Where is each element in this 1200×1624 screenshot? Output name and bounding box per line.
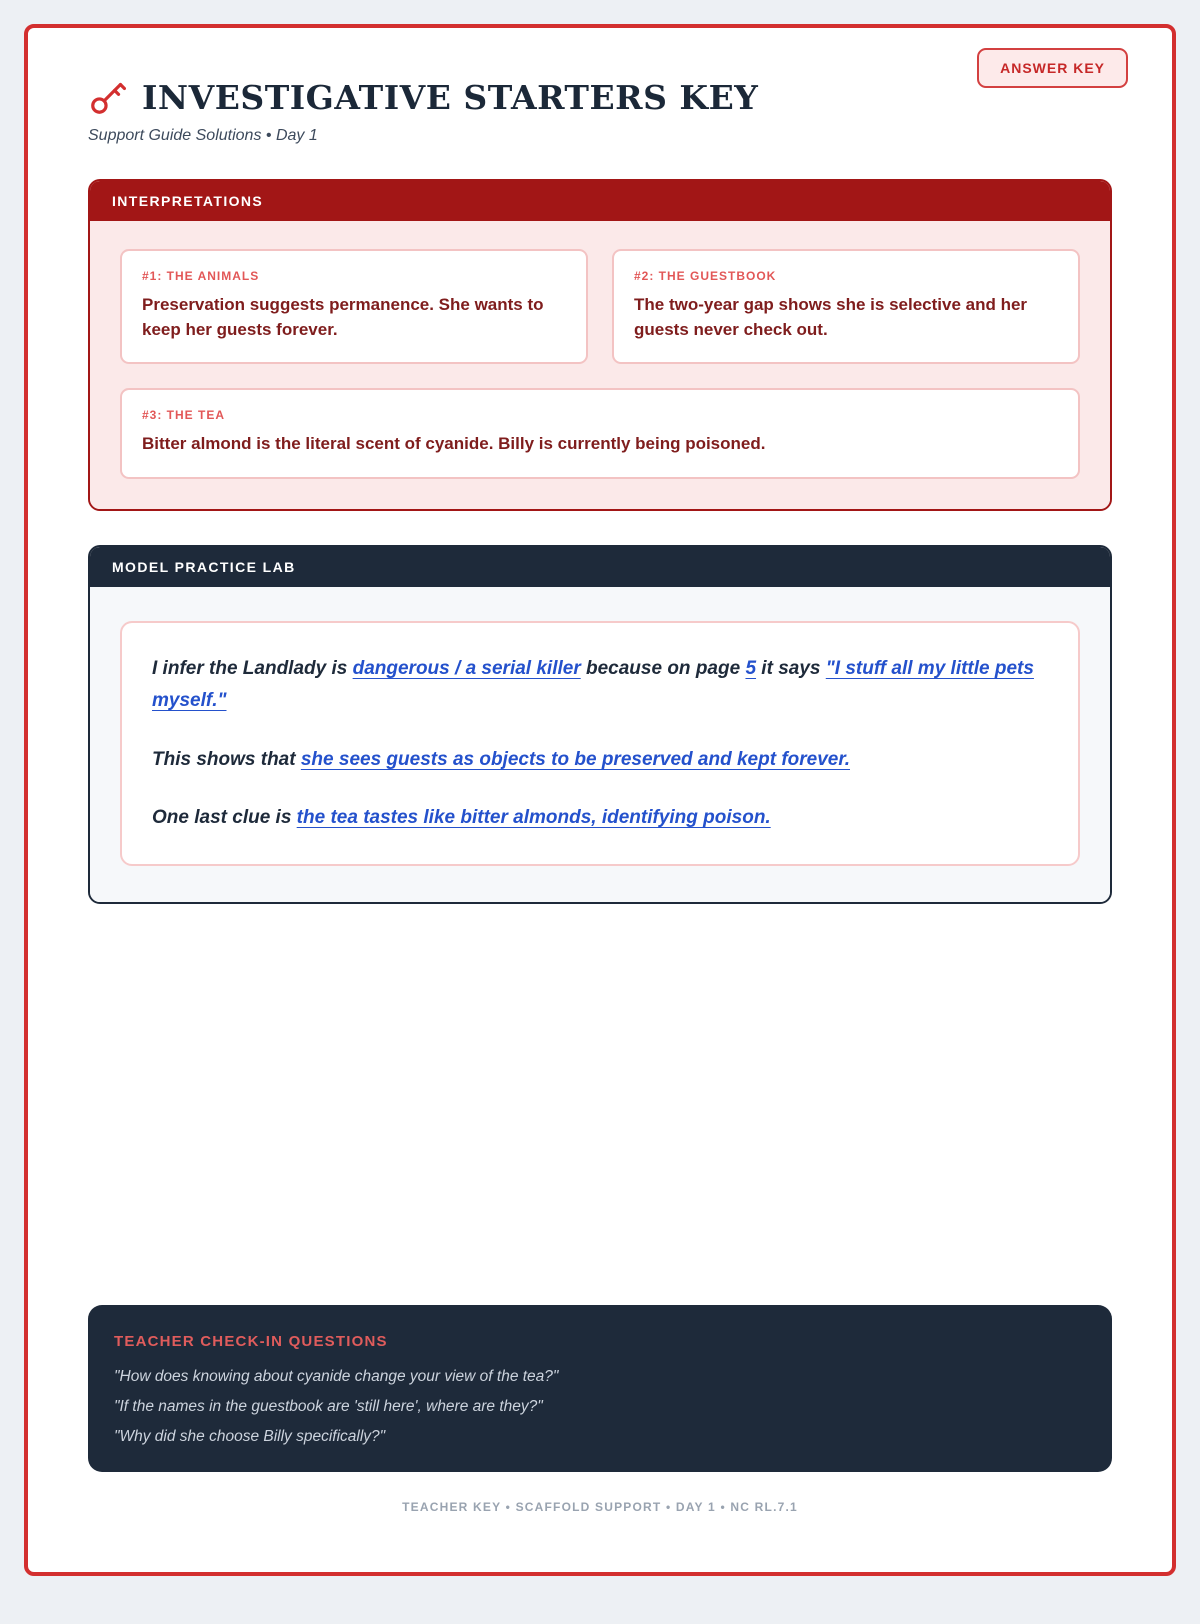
sentence-stem: because on page [580, 657, 746, 679]
sentence-fill: "I stuff all my little pets myself." [152, 657, 1034, 712]
model-practice-lab-section [88, 545, 1112, 904]
answer-key-badge: ANSWER KEY [977, 48, 1128, 88]
model-sentence-2 [152, 744, 1048, 776]
teacher-checkin-section [88, 1305, 1112, 1472]
model-sentence-card [120, 621, 1080, 866]
teacher-checkin-header: TEACHER CHECK-IN QUESTIONS [114, 1333, 388, 1350]
card-text: The two-year gap shows she is selective and her guests never check out. [634, 295, 1028, 339]
sentence-fill: dangerous / a serial killer [352, 657, 581, 679]
model-sentence-1 [152, 653, 1048, 718]
answer-key-page [24, 24, 1176, 1576]
model-practice-lab-body [90, 587, 1110, 902]
sentence-fill: 5 [745, 657, 757, 679]
card-label: #3: THE TEA [142, 408, 226, 423]
sentence-stem: it says [756, 657, 826, 679]
checkin-question-1: "How does knowing about cyanide change your view of the tea?" [114, 1368, 559, 1385]
page-subtitle: Support Guide Solutions • Day 1 [88, 127, 318, 144]
key-icon [88, 79, 126, 117]
interpretation-card-animals [120, 249, 588, 364]
footer-text: TEACHER KEY • SCAFFOLD SUPPORT • DAY 1 • NC RL.7.1 [402, 1500, 798, 1514]
spacer [88, 904, 1112, 1305]
sentence-stem: I infer the Landlady is [152, 657, 353, 679]
sentence-stem: This shows that [152, 748, 301, 770]
card-label: #1: THE ANIMALS [142, 269, 260, 283]
card-text: Bitter almond is the literal scent of cyanide. Billy is currently being poisoned. [142, 434, 766, 454]
interpretation-card-guestbook [612, 249, 1080, 364]
interpretation-card-tea [120, 388, 1080, 479]
checkin-question-2: "If the names in the guestbook are 'still here', where are they?" [114, 1398, 543, 1415]
model-practice-lab-header: MODEL PRACTICE LAB [90, 547, 1110, 587]
checkin-question-3: "Why did she choose Billy specifically?" [114, 1428, 386, 1445]
page-header [88, 78, 1112, 145]
card-label: #2: THE GUESTBOOK [634, 269, 777, 283]
sentence-fill: she sees guests as objects to be preserved and kept forever. [300, 748, 850, 770]
sentence-stem: One last clue is [152, 806, 297, 828]
interpretations-header: INTERPRETATIONS [90, 181, 1110, 221]
interpretations-body [90, 221, 1110, 509]
page-title: INVESTIGATIVE STARTERS KEY [142, 78, 759, 117]
card-text: Preservation suggests permanence. She wants to keep her guests forever. [142, 295, 544, 339]
model-sentence-3 [152, 802, 1048, 834]
sentence-fill: the tea tastes like bitter almonds, identifying poison. [296, 806, 771, 828]
interpretations-section [88, 179, 1112, 511]
